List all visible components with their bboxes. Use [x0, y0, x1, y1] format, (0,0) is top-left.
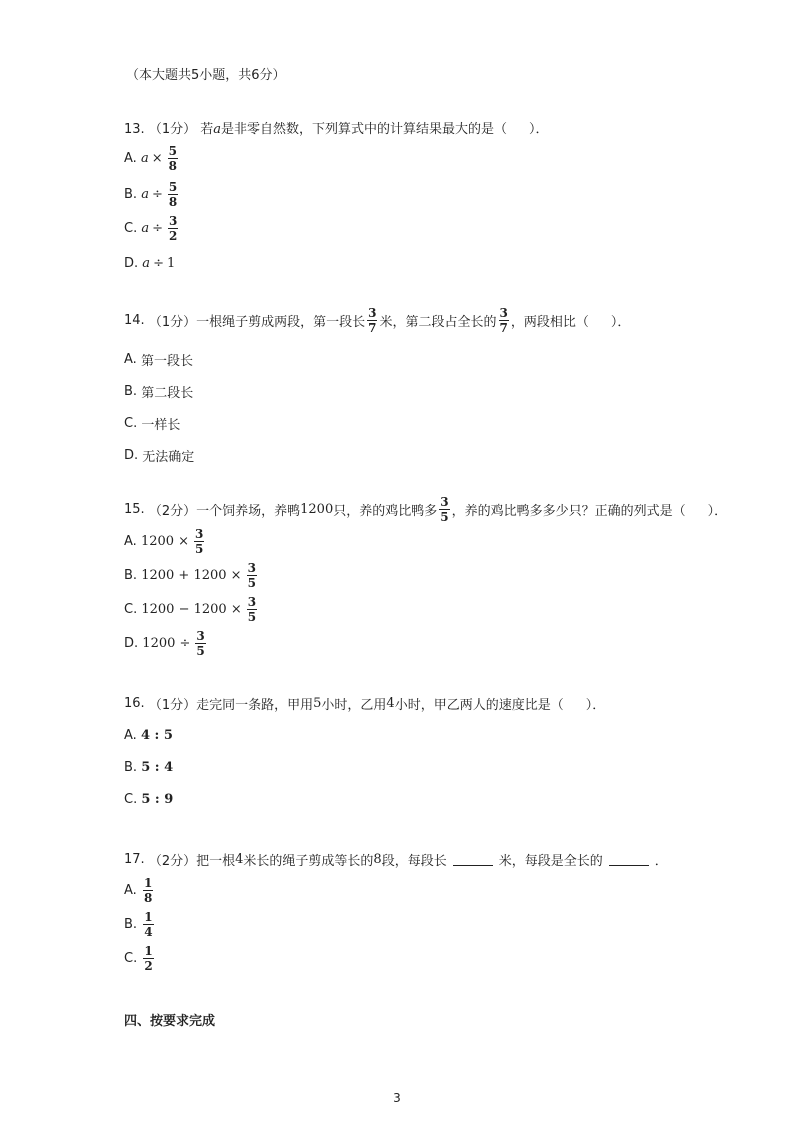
option-c[interactable]: C. $\frac{1}{2}$ [124, 943, 153, 973]
option-a[interactable]: A. $\frac{1}{8}$ [124, 875, 153, 905]
question-14-stem: 14. （1分） 一根绳子剪成两段，第一段长 $\frac{3}{7}$ 米，第二段占全长的 $\frac{3}{7}$ ，两段相比（ ）． [124, 305, 631, 335]
question-number: 13. [124, 122, 145, 137]
fraction: $\frac{3}{7}$ [499, 305, 508, 335]
fraction: $\frac{3}{5}$ [247, 560, 256, 590]
question-score: （2分） [148, 503, 197, 519]
question-number: 14. [124, 312, 145, 328]
fraction: $\frac{3}{5}$ [195, 526, 204, 556]
question-score: （1分） [148, 314, 197, 330]
section-note: （本大题共5小题，共6分） [126, 68, 286, 83]
fraction: $\frac{3}{5}$ [247, 594, 257, 624]
option-a[interactable]: A. 第一段长 [124, 351, 193, 369]
question-17-stem: 17. （2分） 把一根 4 米长的绳子剪成等长的 8 段，每段长 米，每段是全长的 ． [124, 851, 668, 869]
question-score: （2分） [148, 853, 197, 869]
option-b[interactable]: B. 1200 + 1200 × $\frac{3}{5}$ [124, 560, 256, 590]
question-15-options [124, 524, 259, 660]
question-number: 16. [124, 695, 145, 711]
question-17-options [124, 873, 156, 975]
fraction: $\frac{3}{5}$ [440, 494, 449, 524]
question-13-options [124, 138, 180, 280]
option-b[interactable]: B. a ÷ $\frac{5}{8}$ [124, 179, 178, 209]
question-number: 15. [124, 501, 145, 517]
question-score: （1分） [148, 122, 197, 137]
option-a[interactable]: A. 4 : 5 [124, 727, 173, 743]
fraction: $\frac{5}{8}$ [168, 179, 178, 209]
answer-blank-2[interactable] [609, 853, 649, 866]
option-c[interactable]: C. 5 : 9 [124, 791, 174, 807]
question-score: （1分） [148, 697, 197, 713]
option-b[interactable]: B. 5 : 4 [124, 759, 174, 775]
fraction: $\frac{1}{4}$ [144, 909, 153, 939]
question-number: 17. [124, 851, 145, 867]
question-14-options [124, 343, 194, 471]
option-d[interactable]: D. 1200 ÷ $\frac{3}{5}$ [124, 628, 205, 658]
option-b[interactable]: B. 第二段长 [124, 383, 194, 401]
question-16-options [124, 719, 173, 815]
question-15-stem: 15. （2分） 一个饲养场，养鸭 1200 只，养的鸡比鸭多 $\frac{3}{5}$ ，养的鸡比鸭多多少只？正确的列式是（ ）． [124, 494, 728, 524]
answer-blank-1[interactable] [453, 853, 493, 866]
question-16-stem: 16. （1分） 走完同一条路，甲用 5 小时，乙用 4 小时，甲乙两人的速度比是（ ）． [124, 695, 606, 713]
question-13-stem: 13. （1分） 若a是非零自然数，下列算式中的计算结果最大的是（ ）． [124, 122, 549, 137]
option-d[interactable]: D. 无法确定 [124, 447, 195, 465]
fraction: $\frac{3}{5}$ [196, 628, 205, 658]
option-c[interactable]: C. a ÷ $\frac{3}{2}$ [124, 213, 178, 243]
option-c[interactable]: C. 1200 − 1200 × $\frac{3}{5}$ [124, 594, 257, 624]
fraction: $\frac{1}{8}$ [143, 875, 153, 905]
option-d[interactable]: D. a ÷ 1 [124, 255, 176, 271]
fraction: $\frac{3}{7}$ [368, 305, 377, 335]
fraction: $\frac{5}{8}$ [168, 143, 177, 173]
option-c[interactable]: C. 一样长 [124, 415, 181, 433]
section-heading: 四、按要求完成 [124, 1014, 216, 1029]
option-a[interactable]: A. 1200 × $\frac{3}{5}$ [124, 526, 204, 556]
option-b[interactable]: B. $\frac{1}{4}$ [124, 909, 153, 939]
fraction: $\frac{3}{2}$ [169, 213, 178, 243]
page-number: 3 [393, 1091, 401, 1105]
option-a[interactable]: A. a × $\frac{5}{8}$ [124, 143, 177, 173]
fraction: $\frac{1}{2}$ [144, 943, 153, 973]
